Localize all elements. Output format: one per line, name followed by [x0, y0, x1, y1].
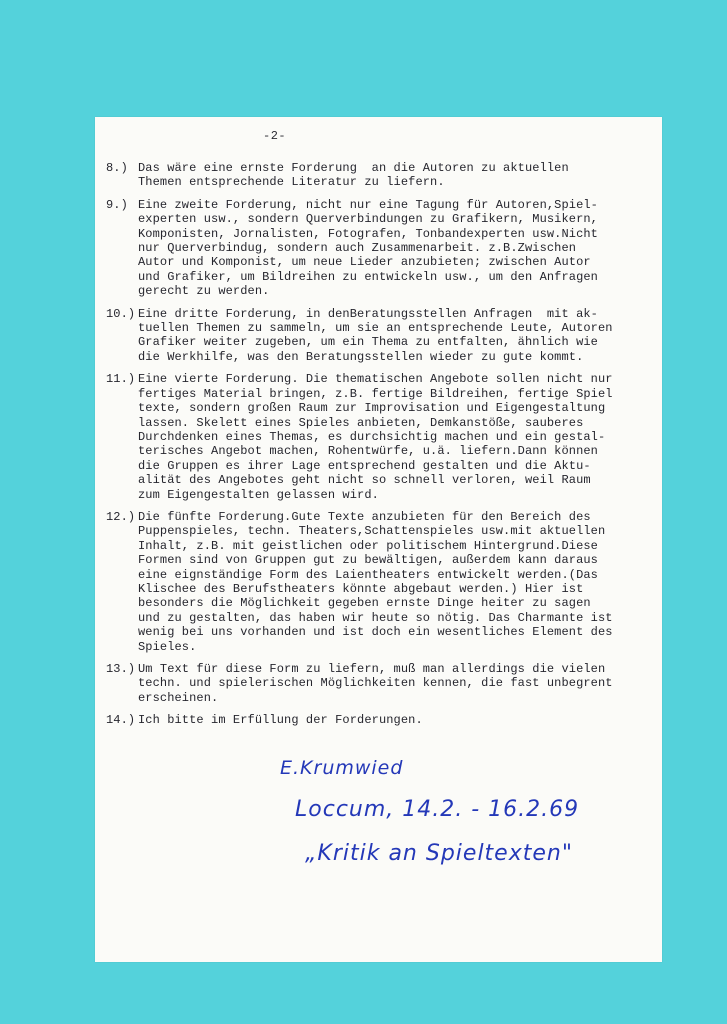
list-item	[106, 510, 662, 654]
item-text: Eine vierte Forderung. Die thematischen Angebote sollen nicht nur fertiges Material bringen, z.B. fertige Bildreihen, fertige Spiel texte, sondern großen Raum zur Improvisation und Eigengestaltung lassen. Skelett eines Spieles anbieten, Demkanstöße, sauberes Durchdenken eines Themas, es durchsichtig machen und ein gestal- terisches Angebot machen, Rohentwürfe, u.ä. liefern.Dann können die Gruppen es ihrer Lage entsprechend gestalten und die Aktu- alität des Angebotes geht nicht so schnell verloren, weil Raum zum Eigengestalten gelassen wird.	[138, 372, 613, 502]
list-item	[106, 307, 662, 365]
page-number: -2-	[263, 129, 287, 143]
item-number: 14.)	[106, 713, 136, 728]
item-text: Die fünfte Forderung.Gute Texte anzubieten für den Bereich des Puppenspieles, techn. Theaters,Schattenspieles usw.mit aktuellen Inhalt, z.B. mit geistlichen oder politischem Hintergrund.Diese Formen sind von Gruppen gut zu bewältigen, außerdem kann daraus eine eignständige Form des Laientheaters entwickelt werden.(Das Klischee des Berufstheaters könnte abgebaut werden.) Hier ist besonders die Möglichkeit gegeben ernste Dinge heiter zu sagen und zu gestalten, das haben wir heute so nötig. Das Charmante ist wenig bei uns vorhanden und ist doch ein wesentliches Element des Spieles.	[138, 509, 613, 654]
item-list	[106, 161, 662, 736]
item-text: Um Text für diese Form zu liefern, muß man allerdings die vielen techn. und spielerischen Möglichkeiten kennen, die fast unbegrent erscheinen.	[138, 662, 613, 705]
list-item	[106, 161, 662, 190]
item-number: 8.)	[106, 161, 128, 175]
item-number: 12.)	[106, 509, 136, 524]
list-item	[106, 372, 662, 502]
item-number: 11.)	[106, 372, 136, 387]
signature-title: „Kritik an Spieltexten"	[305, 841, 573, 866]
document-page	[95, 117, 662, 962]
item-text: Eine dritte Forderung, in denBeratungsstellen Anfragen mit ak- tuellen Themen zu sammeln, um sie an entsprechende Leute, Autoren Grafiker weiter zugeben, um ein Thema zu entfalten, ähnlich wie die Werkhilfe, was den Beratungsstellen wieder zu gute kommt.	[138, 306, 613, 364]
signature-place-date: Loccum, 14.2. - 16.2.69	[295, 797, 580, 822]
list-item	[106, 662, 662, 705]
item-number: 9.)	[106, 197, 128, 212]
list-item	[106, 713, 662, 727]
item-text: Das wäre eine ernste Forderung an die Autoren zu aktuellen Themen entsprechende Literatur zu liefern.	[138, 161, 569, 190]
item-number: 10.)	[106, 306, 136, 321]
item-text: Ich bitte im Erfüllung der Forderungen.	[138, 713, 423, 728]
list-item	[106, 198, 662, 299]
item-text: Eine zweite Forderung, nicht nur eine Tagung für Autoren,Spiel- experten usw., sondern Querverbindungen zu Grafikern, Musikern, Komponisten, Jornalisten, Fotografen, Tonbandexperten usw.Nicht nur Querverbindug, sondern auch Zusammenarbeit. z.B.Zwischen Autor und Komponist, um neue Lieder anzubieten; zwischen Autor und Grafiker, um Bildreihen zu entwickeln usw., um den Anfragen gerecht zu werden.	[138, 197, 598, 299]
item-number: 13.)	[106, 662, 136, 676]
signature-name: E.Krumwied	[280, 757, 404, 779]
